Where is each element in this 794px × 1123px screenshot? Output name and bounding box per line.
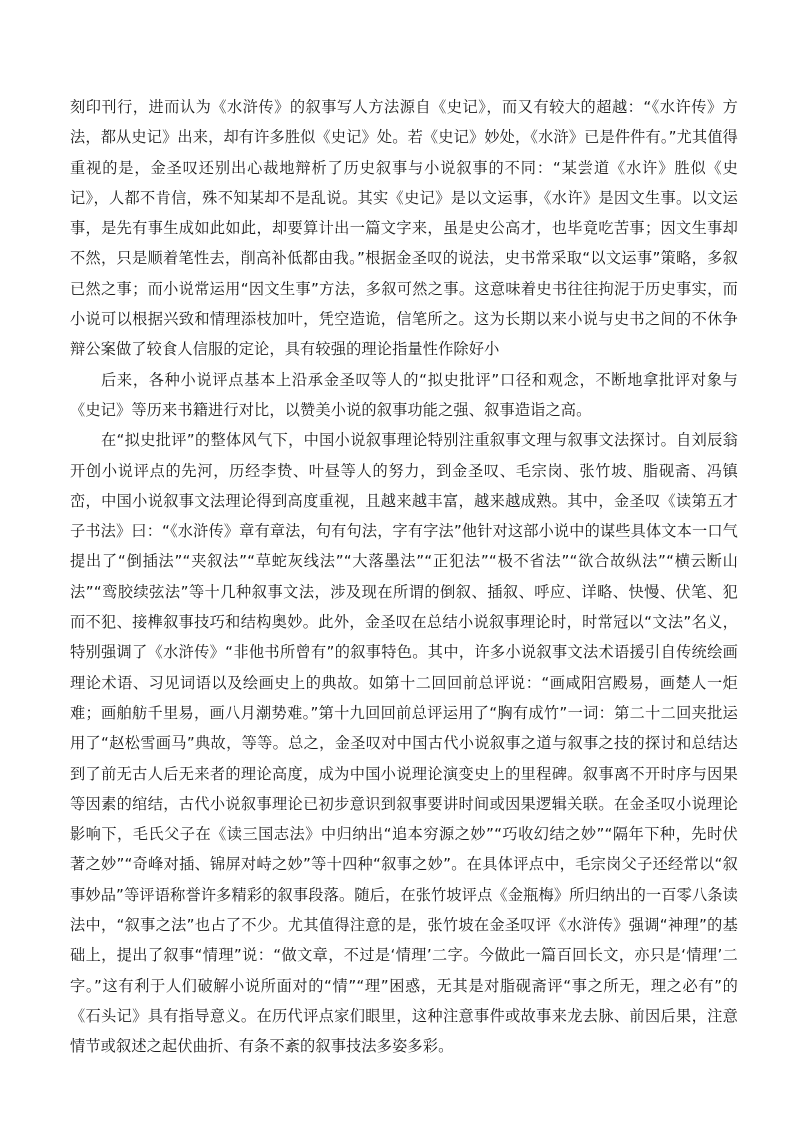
document-body	[70, 92, 738, 1062]
paragraph-3: 在“拟史批评”的整体风气下，中国小说叙事理论特别注重叙事文理与叙事文法探讨。自刘辰翁开创小说评点的先河，历经李贽、叶昼等人的努力，到金圣叹、毛宗岗、张竹坡、脂砚斋、冯镇峦，中国小说叙事文法理论得到高度重视，且越来越丰富，越来越成熟。其中，金圣叹《读第五才子书法》曰：“《水浒传》章有章法，句有句法，字有字法”他针对这部小说中的谋些具体文本一口气提出了“倒插法”“夹叙法”“草蛇灰线法”“大落墨法”“正犯法”“极不省法”“欲合故纵法”“横云断山法”“鸾胶续弦法”等十几种叙事文法，涉及现在所谓的倒叙、插叙、呼应、详略、快慢、伏笔、犯而不犯、接榫叙事技巧和结构奥妙。此外，金圣叹在总结小说叙事理论时，时常冠以“文法”名义，特别强调了《水浒传》“非他书所曾有”的叙事特色。其中，许多小说叙事文法术语援引自传统绘画理论术语、习见词语以及绘画史上的典故。如第十二回回前总评说：“画咸阳宫殿易，画楚人一炬难；画舶舫千里易，画八月潮势难。”第十九回回前总评运用了“胸有成竹”一词：第二十二回夹批运用了“赵松雪画马”典故，等等。总之，金圣叹对中国古代小说叙事之道与叙事之技的探讨和总结达到了前无古人后无来者的理论高度，成为中国小说理论演变史上的里程碑。叙事离不开时序与因果等因素的绾结，古代小说叙事理论已初步意识到叙事要讲时间或因果逻辑关联。在金圣叹小说理论影响下，毛氏父子在《读三国志法》中归纳出“追本穷源之妙”“巧收幻结之妙”“隔年下种，先时伏著之妙”“奇峰对插、锦屏对峙之妙”等十四种“叙事之妙”。在具体评点中，毛宗岗父子还经常以“叙事妙品”等评语称誉许多精彩的叙事段落。随后，在张竹坡评点《金瓶梅》所归纳出的一百零八条读法中，“叙事之法”也占了不少。尤其值得注意的是，张竹坡在金圣叹评《水浒传》强调“神理”的基础上，提出了叙事“情理”说：“做文章，不过是‘情理’二字。今做此一篇百回长文，亦只是‘情理’二字。”这有利于人们破解小说所面对的“情”“理”困惑，无其是对脂砚斋评“事之所无，理之必有”的《石头记》具有指导意义。在历代评点家们眼里，这种注意事件或故事来龙去脉、前因后果，注意情节或叙述之起伏曲折、有条不紊的叙事技法多姿多彩。	[70, 431, 738, 1056]
paragraph-1: 刻印刊行，进而认为《水浒传》的叙事写人方法源自《史记》，而又有较大的超越：“《水许传》方法，都从史记》出来，却有许多胜似《史记》处。若《史记》妙处，《水浒》已是件件有。”尤其值得重视的是，金圣叹还别出心裁地辩析了历史叙事与小说叙事的不同：“某尝道《水许》胜似《史记》，人都不肯信，殊不知某却不是乱说。其实《史记》是以文运事，《水许》是因文生事。以文运事，是先有事生成如此如此，却要算计出一篇文字来，虽是史公高才，也毕竟吃苦事；因文生事却不然，只是顺着笔性去，削高补低都由我。”根据金圣叹的说法，史书常采取“以文运事”策略，多叙已然之事；而小说常运用“因文生事”方法，多叙可然之事。这意味着史书往往拘泥于历史事实，而小说可以根据兴致和情理添枝加叶，凭空造诡，信笔所之。这为长期以来小说与史书之间的不休争辩公案做了较食人信服的定论，具有较强的理论指量性作除好小	[70, 98, 738, 359]
paragraph-2: 后来，各种小说评点基本上沿承金圣叹等人的“拟史批评”口径和观念，不断地拿批评对象与《史记》等历来书籍进行对比，以赞美小说的叙事功能之强、叙事造诣之高。	[70, 370, 738, 419]
